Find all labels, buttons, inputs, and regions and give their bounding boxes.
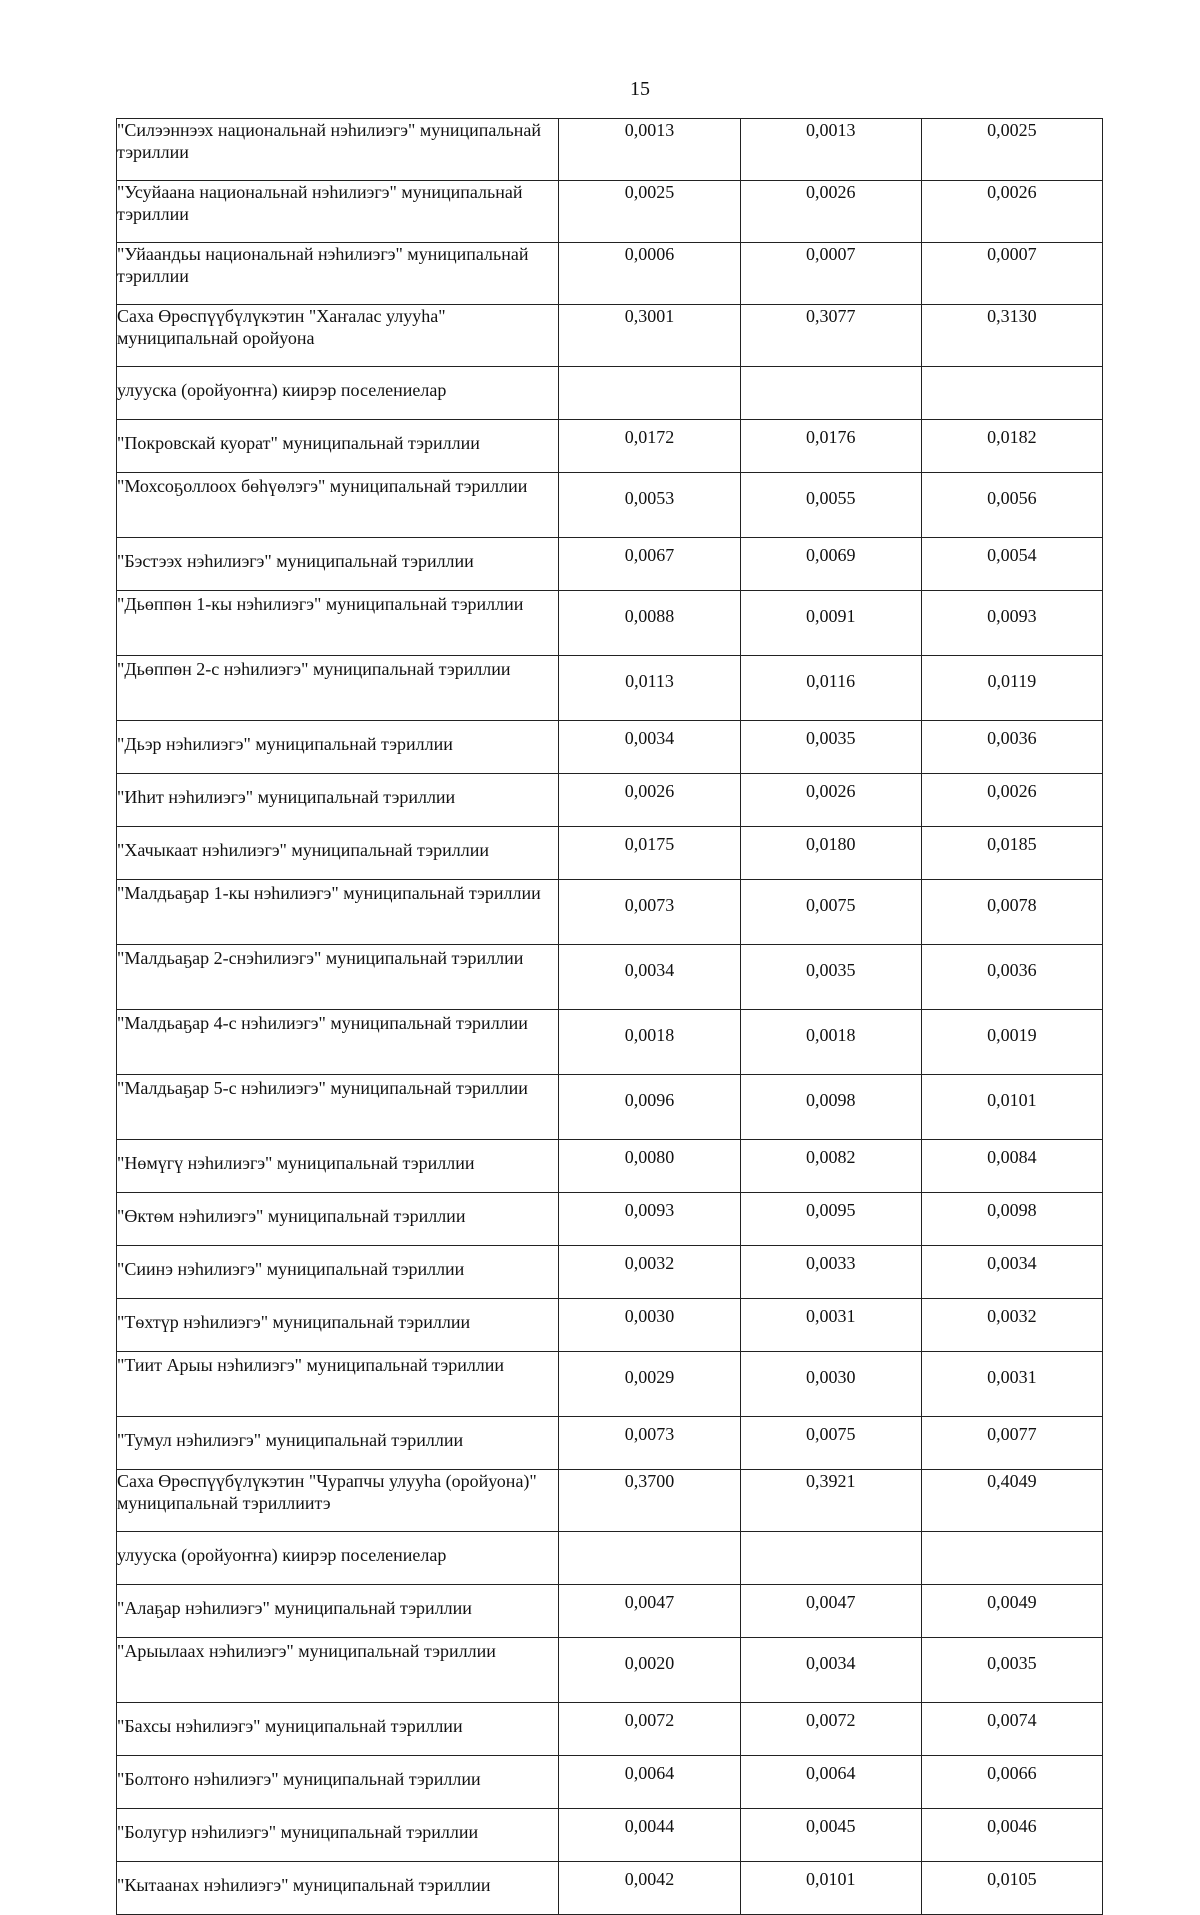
value-cell-3: 0,3130 xyxy=(921,305,1102,367)
municipality-name-cell: "Покровскай куорат" муниципальнай тэриллии xyxy=(117,420,559,473)
value-cell-2: 0,0026 xyxy=(740,181,921,243)
municipality-name-cell: "Малдьаҕар 4-с нэhилиэгэ" муниципальнай тэриллии xyxy=(117,1010,559,1075)
value-cell-2: 0,0035 xyxy=(740,721,921,774)
municipality-name-cell: "Арыылаах нэhилиэгэ" муниципальнай тэриллии xyxy=(117,1638,559,1703)
value-cell-3: 0,0036 xyxy=(921,721,1102,774)
value-cell-2: 0,0101 xyxy=(740,1862,921,1915)
value-cell-1: 0,0064 xyxy=(559,1756,740,1809)
value-cell-1: 0,0053 xyxy=(559,473,740,538)
value-cell-3: 0,0093 xyxy=(921,591,1102,656)
value-cell-1: 0,0026 xyxy=(559,774,740,827)
value-cell-3: 0,0066 xyxy=(921,1756,1102,1809)
value-cell-2: 0,0069 xyxy=(740,538,921,591)
value-cell-3: 0,0074 xyxy=(921,1703,1102,1756)
value-cell-3 xyxy=(921,367,1102,420)
table-row xyxy=(117,367,1103,420)
value-cell-1: 0,0113 xyxy=(559,656,740,721)
table-row xyxy=(117,1638,1103,1703)
value-cell-3: 0,0098 xyxy=(921,1193,1102,1246)
municipality-name-cell: "Өктөм нэhилиэгэ" муниципальнай тэриллии xyxy=(117,1193,559,1246)
value-cell-1: 0,0047 xyxy=(559,1585,740,1638)
value-cell-3: 0,0185 xyxy=(921,827,1102,880)
value-cell-1: 0,0042 xyxy=(559,1862,740,1915)
value-cell-1: 0,0072 xyxy=(559,1703,740,1756)
value-cell-1: 0,0006 xyxy=(559,243,740,305)
municipality-name-cell: "Дьөппөн 1-кы нэhилиэгэ" муниципальнай тэриллии xyxy=(117,591,559,656)
value-cell-1: 0,3700 xyxy=(559,1470,740,1532)
municipality-name-cell: "Мохсоҕоллоох бөhүөлэгэ" муниципальнай тэриллии xyxy=(117,473,559,538)
value-cell-3: 0,0119 xyxy=(921,656,1102,721)
table-row xyxy=(117,1417,1103,1470)
municipality-name-cell: "Хачыкаат нэhилиэгэ" муниципальнай тэриллии xyxy=(117,827,559,880)
municipality-name-cell: "Силээннээх национальнай нэhилиэгэ" муниципальнай тэриллии xyxy=(117,119,559,181)
value-cell-2 xyxy=(740,1532,921,1585)
table-row xyxy=(117,305,1103,367)
table-row xyxy=(117,1299,1103,1352)
table-row xyxy=(117,1246,1103,1299)
value-cell-2: 0,0047 xyxy=(740,1585,921,1638)
table-row xyxy=(117,1352,1103,1417)
table-row xyxy=(117,656,1103,721)
municipality-name-cell: "Малдьаҕар 5-с нэhилиэгэ" муниципальнай тэриллии xyxy=(117,1075,559,1140)
table-row xyxy=(117,774,1103,827)
municipality-name-cell: Саха Өрөспүүбүлүкэтин "Чурапчы улууhа (оройуона)" муниципальнай тэриллиитэ xyxy=(117,1470,559,1532)
value-cell-3: 0,0026 xyxy=(921,181,1102,243)
table-row xyxy=(117,1010,1103,1075)
table-row xyxy=(117,1756,1103,1809)
value-cell-3: 0,0056 xyxy=(921,473,1102,538)
value-cell-2: 0,0007 xyxy=(740,243,921,305)
municipality-name-cell: улууска (оройуоҥҥа) киирэр поселениелар xyxy=(117,1532,559,1585)
value-cell-3: 0,0049 xyxy=(921,1585,1102,1638)
value-cell-1: 0,0029 xyxy=(559,1352,740,1417)
value-cell-1: 0,0034 xyxy=(559,945,740,1010)
table-row xyxy=(117,945,1103,1010)
value-cell-2: 0,0013 xyxy=(740,119,921,181)
value-cell-1: 0,0088 xyxy=(559,591,740,656)
table-row xyxy=(117,721,1103,774)
value-cell-2: 0,0180 xyxy=(740,827,921,880)
value-cell-1: 0,0172 xyxy=(559,420,740,473)
municipality-name-cell: "Кытаанах нэhилиэгэ" муниципальнай тэриллии xyxy=(117,1862,559,1915)
table-row xyxy=(117,827,1103,880)
value-cell-1: 0,0030 xyxy=(559,1299,740,1352)
value-cell-1: 0,0018 xyxy=(559,1010,740,1075)
value-cell-3: 0,0077 xyxy=(921,1417,1102,1470)
value-cell-2: 0,0082 xyxy=(740,1140,921,1193)
value-cell-1: 0,0175 xyxy=(559,827,740,880)
value-cell-1: 0,0067 xyxy=(559,538,740,591)
municipality-name-cell: "Нөмүгү нэhилиэгэ" муниципальнай тэриллии xyxy=(117,1140,559,1193)
value-cell-1: 0,3001 xyxy=(559,305,740,367)
value-cell-1: 0,0080 xyxy=(559,1140,740,1193)
value-cell-2: 0,0018 xyxy=(740,1010,921,1075)
table-row xyxy=(117,1532,1103,1585)
value-cell-3: 0,0032 xyxy=(921,1299,1102,1352)
value-cell-3: 0,0035 xyxy=(921,1638,1102,1703)
value-cell-1: 0,0073 xyxy=(559,880,740,945)
municipality-name-cell: "Уйаандьы национальнай нэhилиэгэ" муниципальнай тэриллии xyxy=(117,243,559,305)
value-cell-2: 0,3921 xyxy=(740,1470,921,1532)
value-cell-2: 0,0075 xyxy=(740,1417,921,1470)
value-cell-3: 0,0078 xyxy=(921,880,1102,945)
value-cell-1 xyxy=(559,1532,740,1585)
municipality-name-cell: "Малдьаҕар 2-снэhилиэгэ" муниципальнай тэриллии xyxy=(117,945,559,1010)
municipality-name-cell: "Болтоҥо нэhилиэгэ" муниципальнай тэриллии xyxy=(117,1756,559,1809)
municipality-name-cell: "Дьөппөн 2-с нэhилиэгэ" муниципальнай тэриллии xyxy=(117,656,559,721)
table-row xyxy=(117,119,1103,181)
value-cell-2: 0,0072 xyxy=(740,1703,921,1756)
value-cell-2: 0,0045 xyxy=(740,1809,921,1862)
municipality-name-cell: "Тиит Арыы нэhилиэгэ" муниципальнай тэриллии xyxy=(117,1352,559,1417)
value-cell-1: 0,0013 xyxy=(559,119,740,181)
value-cell-3: 0,0101 xyxy=(921,1075,1102,1140)
value-cell-3: 0,0182 xyxy=(921,420,1102,473)
table-row xyxy=(117,1470,1103,1532)
coefficients-table xyxy=(116,118,1103,1915)
table-row xyxy=(117,243,1103,305)
value-cell-1: 0,0073 xyxy=(559,1417,740,1470)
table-row xyxy=(117,880,1103,945)
value-cell-3: 0,0084 xyxy=(921,1140,1102,1193)
value-cell-1: 0,0032 xyxy=(559,1246,740,1299)
value-cell-1: 0,0020 xyxy=(559,1638,740,1703)
value-cell-1: 0,0044 xyxy=(559,1809,740,1862)
value-cell-3: 0,0025 xyxy=(921,119,1102,181)
value-cell-2: 0,0095 xyxy=(740,1193,921,1246)
value-cell-1 xyxy=(559,367,740,420)
municipality-name-cell: "Бахсы нэhилиэгэ" муниципальнай тэриллии xyxy=(117,1703,559,1756)
municipality-name-cell: "Тумул нэhилиэгэ" муниципальнай тэриллии xyxy=(117,1417,559,1470)
municipality-name-cell: "Бэстээх нэhилиэгэ" муниципальнай тэриллии xyxy=(117,538,559,591)
value-cell-2: 0,0055 xyxy=(740,473,921,538)
value-cell-3: 0,0031 xyxy=(921,1352,1102,1417)
value-cell-2: 0,0030 xyxy=(740,1352,921,1417)
value-cell-2: 0,0116 xyxy=(740,656,921,721)
value-cell-1: 0,0034 xyxy=(559,721,740,774)
municipality-name-cell: "Болугур нэhилиэгэ" муниципальнай тэриллии xyxy=(117,1809,559,1862)
value-cell-3: 0,4049 xyxy=(921,1470,1102,1532)
value-cell-3: 0,0105 xyxy=(921,1862,1102,1915)
value-cell-3 xyxy=(921,1532,1102,1585)
value-cell-1: 0,0025 xyxy=(559,181,740,243)
value-cell-3: 0,0036 xyxy=(921,945,1102,1010)
table-row xyxy=(117,420,1103,473)
table-row xyxy=(117,1703,1103,1756)
table-row xyxy=(117,1809,1103,1862)
municipality-name-cell: улууска (оройуоҥҥа) киирэр поселениелар xyxy=(117,367,559,420)
value-cell-1: 0,0096 xyxy=(559,1075,740,1140)
value-cell-2: 0,0026 xyxy=(740,774,921,827)
table-row xyxy=(117,1585,1103,1638)
value-cell-2: 0,0091 xyxy=(740,591,921,656)
table-row xyxy=(117,591,1103,656)
table-row xyxy=(117,538,1103,591)
table-row xyxy=(117,181,1103,243)
value-cell-2: 0,0176 xyxy=(740,420,921,473)
value-cell-2: 0,3077 xyxy=(740,305,921,367)
table-row xyxy=(117,1075,1103,1140)
municipality-name-cell: "Дьэр нэhилиэгэ" муниципальнай тэриллии xyxy=(117,721,559,774)
value-cell-3: 0,0026 xyxy=(921,774,1102,827)
table-body xyxy=(117,119,1103,1915)
table-row xyxy=(117,1862,1103,1915)
municipality-name-cell: "Малдьаҕар 1-кы нэhилиэгэ" муниципальнай тэриллии xyxy=(117,880,559,945)
value-cell-2: 0,0031 xyxy=(740,1299,921,1352)
value-cell-2: 0,0035 xyxy=(740,945,921,1010)
municipality-name-cell: "Алаҕар нэhилиэгэ" муниципальнай тэриллии xyxy=(117,1585,559,1638)
value-cell-3: 0,0034 xyxy=(921,1246,1102,1299)
municipality-name-cell: "Тѳхтүр нэhилиэгэ" муниципальнай тэриллии xyxy=(117,1299,559,1352)
table-row xyxy=(117,1193,1103,1246)
municipality-name-cell: Саха Өрөспүүбүлүкэтин "Хаҥалас улууhа" муниципальнай оройуона xyxy=(117,305,559,367)
value-cell-2: 0,0033 xyxy=(740,1246,921,1299)
municipality-name-cell: "Иhит нэhилиэгэ" муниципальнай тэриллии xyxy=(117,774,559,827)
municipality-name-cell: "Усуйаана национальнай нэhилиэгэ" муниципальнай тэриллии xyxy=(117,181,559,243)
value-cell-1: 0,0093 xyxy=(559,1193,740,1246)
page-number: 15 xyxy=(630,78,650,100)
municipality-name-cell: "Сиинэ нэhилиэгэ" муниципальнай тэриллии xyxy=(117,1246,559,1299)
value-cell-2: 0,0075 xyxy=(740,880,921,945)
value-cell-3: 0,0007 xyxy=(921,243,1102,305)
value-cell-2 xyxy=(740,367,921,420)
value-cell-2: 0,0064 xyxy=(740,1756,921,1809)
table-row xyxy=(117,1140,1103,1193)
table-row xyxy=(117,473,1103,538)
value-cell-3: 0,0019 xyxy=(921,1010,1102,1075)
value-cell-3: 0,0054 xyxy=(921,538,1102,591)
value-cell-3: 0,0046 xyxy=(921,1809,1102,1862)
value-cell-2: 0,0098 xyxy=(740,1075,921,1140)
value-cell-2: 0,0034 xyxy=(740,1638,921,1703)
